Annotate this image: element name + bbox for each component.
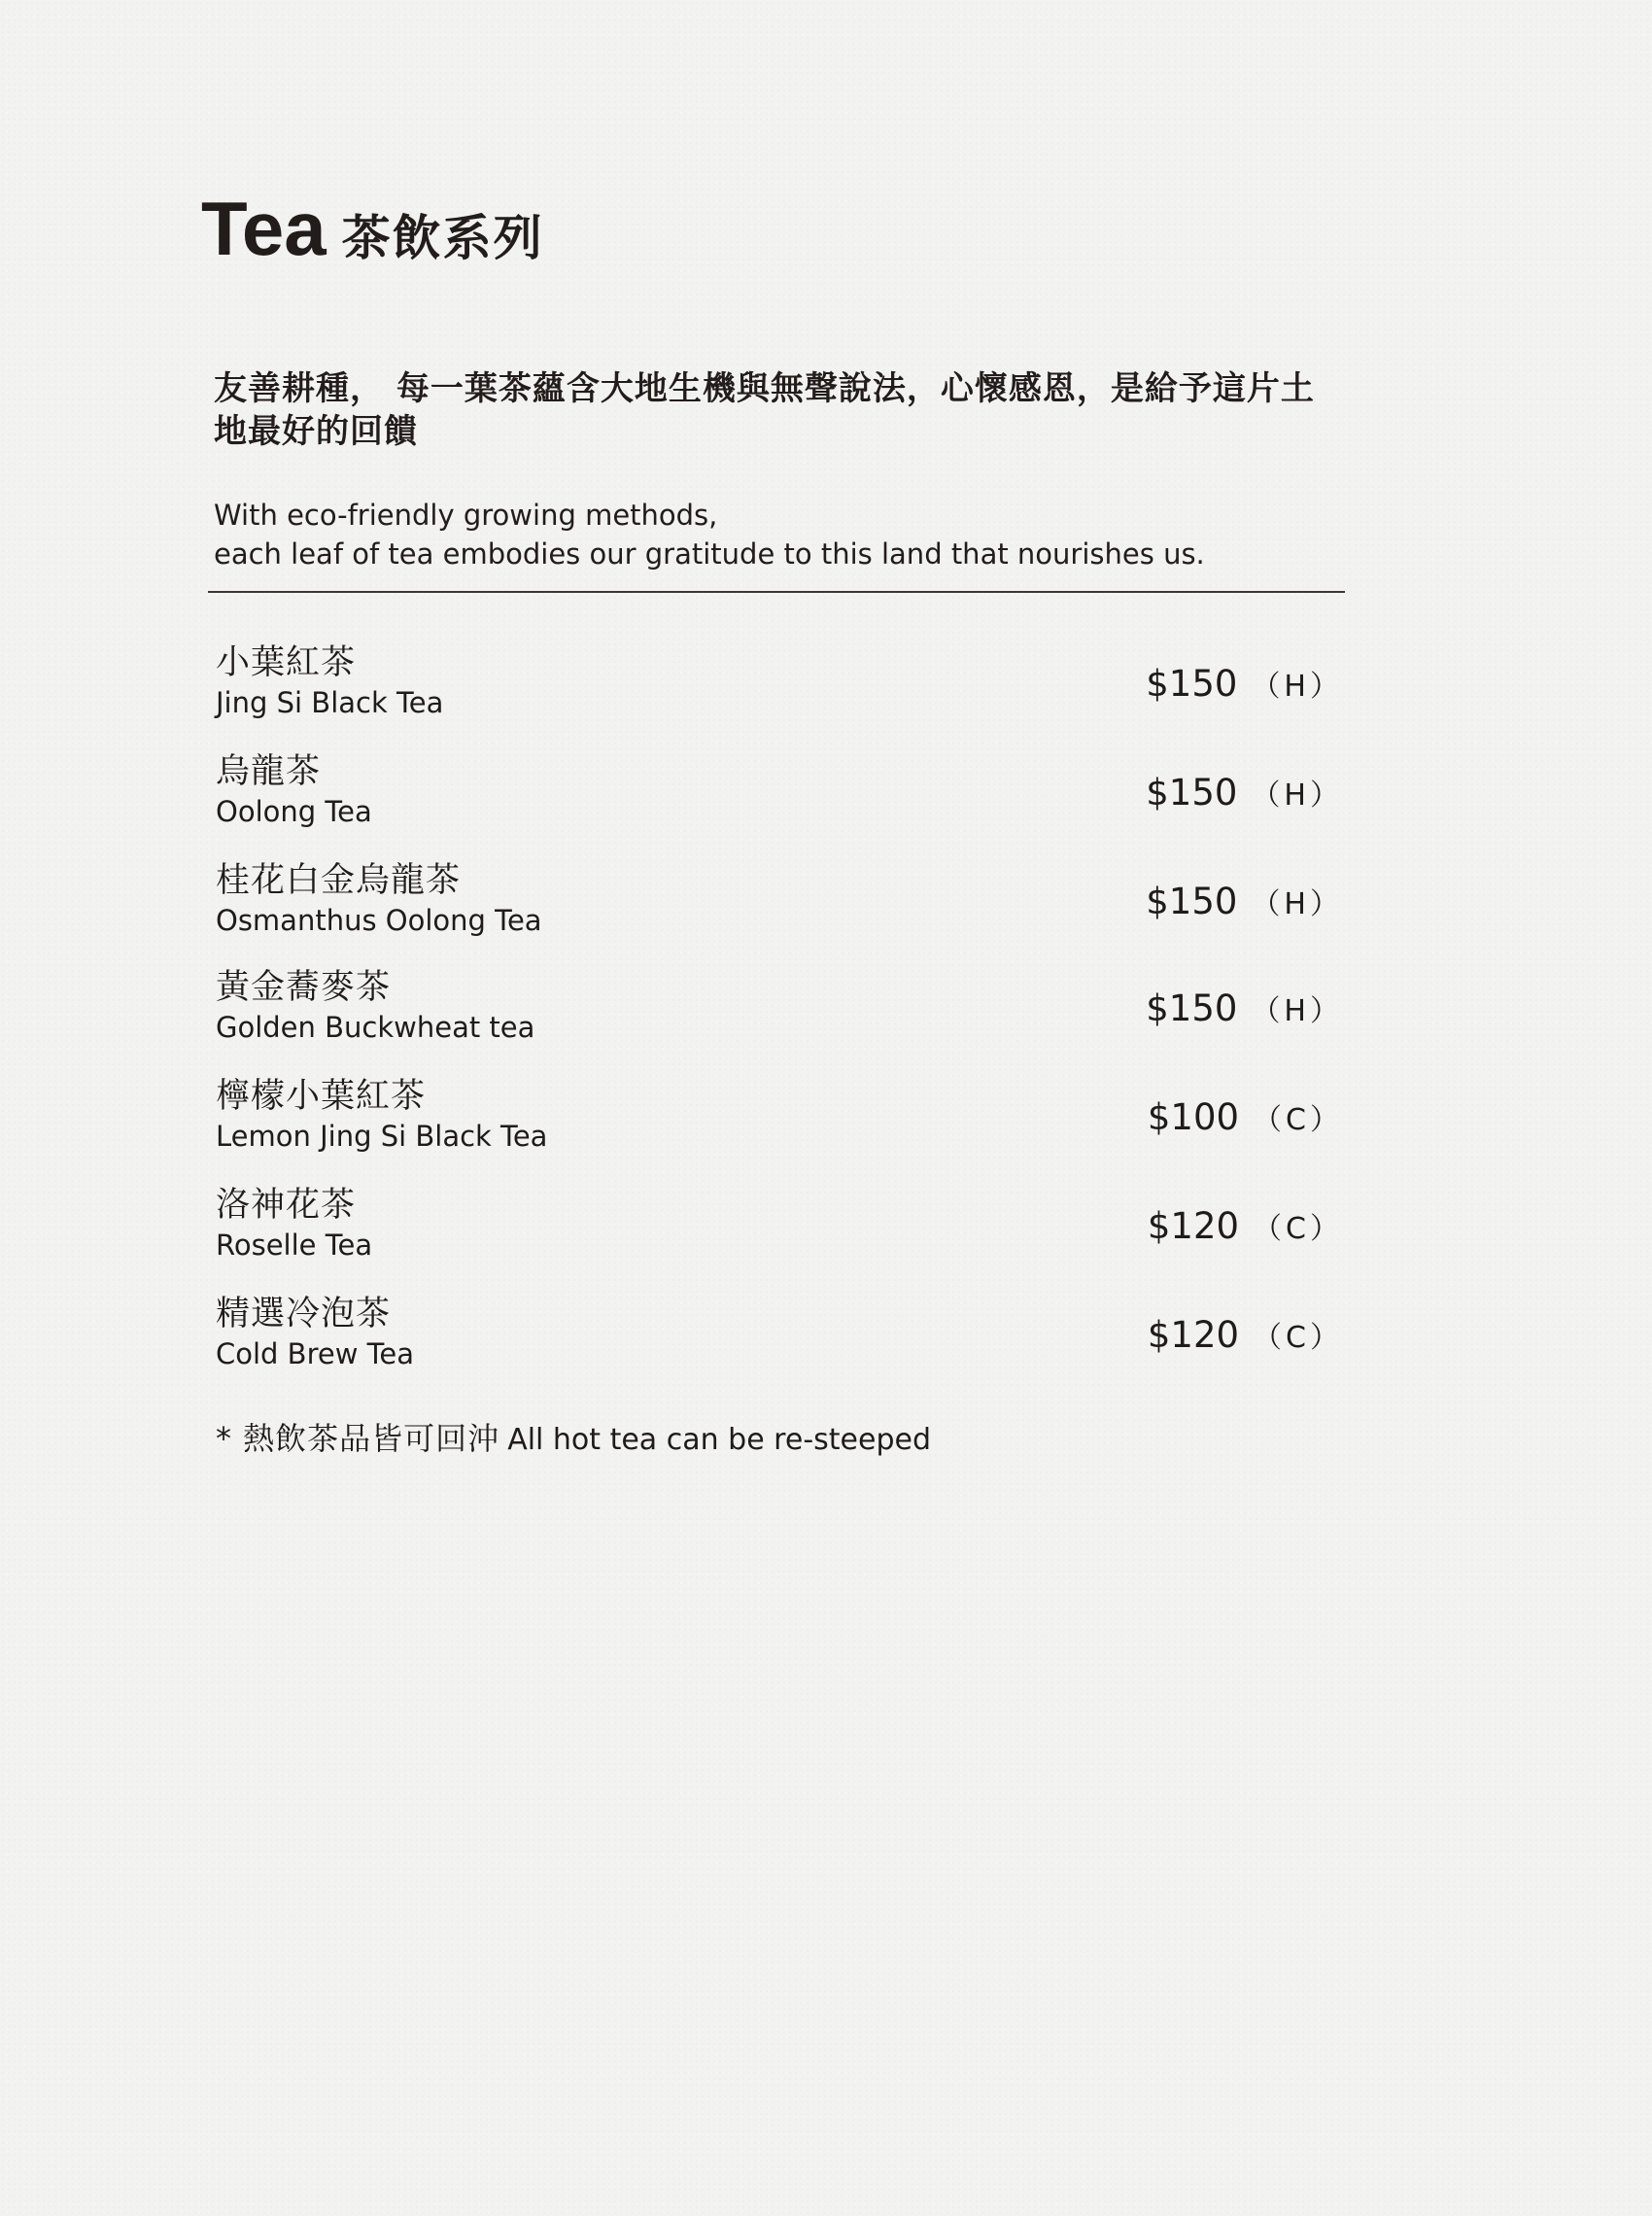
title-chinese: 茶飲系列 [341, 210, 544, 266]
price-amount: $150 [1146, 987, 1238, 1029]
item-name-english: Oolong Tea [216, 795, 372, 828]
menu-item [214, 859, 1343, 947]
menu-item [214, 1075, 1343, 1162]
item-name-english: Golden Buckwheat tea [216, 1011, 535, 1044]
footnote-chinese: * 熱飲茶品皆可回沖 [216, 1420, 500, 1457]
footnote [216, 1417, 931, 1462]
menu-item [214, 966, 1343, 1054]
item-name-chinese: 洛神花茶 [216, 1186, 357, 1225]
item-name-chinese: 桂花白金烏龍茶 [216, 861, 462, 900]
item-name-chinese: 精選冷泡茶 [216, 1295, 392, 1333]
price-amount: $120 [1147, 1314, 1240, 1356]
serving-type: （H） [1251, 670, 1343, 704]
serving-type: （H） [1251, 887, 1343, 921]
intro-english-line-2: each leaf of tea embodies our gratitude to this land that nourishes us. [214, 537, 1205, 571]
item-name-english: Roselle Tea [216, 1229, 373, 1262]
serving-type: （C） [1253, 1103, 1343, 1137]
title-english: Tea [201, 186, 327, 271]
item-name-english: Lemon Jing Si Black Tea [216, 1120, 548, 1153]
serving-type: （C） [1253, 1212, 1343, 1246]
item-name-english: Jing Si Black Tea [216, 686, 444, 719]
intro-english-line-1: With eco-friendly growing methods, [214, 499, 718, 532]
footnote-english: All hot tea can be re-steeped [507, 1423, 931, 1457]
serving-type: （H） [1251, 994, 1343, 1028]
price-amount: $150 [1146, 663, 1238, 705]
price-amount: $120 [1147, 1205, 1240, 1247]
price-amount: $100 [1147, 1096, 1240, 1138]
price-amount: $150 [1146, 772, 1238, 814]
item-name-chinese: 檸檬小葉紅茶 [216, 1077, 427, 1116]
item-name-english: Cold Brew Tea [216, 1337, 415, 1370]
item-price [1146, 770, 1343, 819]
item-price [1146, 879, 1343, 928]
menu-item [214, 750, 1343, 838]
item-price [1148, 1203, 1343, 1253]
item-price [1148, 1094, 1343, 1144]
serving-type: （H） [1251, 779, 1343, 813]
menu-item [214, 1293, 1343, 1380]
item-name-chinese: 小葉紅茶 [216, 643, 357, 682]
item-price [1146, 661, 1343, 710]
item-price [1148, 1312, 1343, 1362]
menu-item [214, 641, 1343, 729]
intro-chinese: 友善耕種， 每一葉茶蘊含大地生機與無聲說法，心懷感恩，是給予這片土地最好的回饋 [214, 369, 1315, 451]
intro-english [214, 496, 1341, 573]
page-title [201, 185, 544, 273]
section-divider [208, 591, 1345, 593]
item-name-chinese: 黃金蕎麥茶 [216, 968, 392, 1007]
item-name-chinese: 烏龍茶 [216, 752, 322, 791]
price-amount: $150 [1146, 881, 1238, 922]
item-name-english: Osmanthus Oolong Tea [216, 904, 542, 937]
menu-item [214, 1184, 1343, 1271]
serving-type: （C） [1253, 1321, 1343, 1355]
item-price [1146, 986, 1343, 1035]
